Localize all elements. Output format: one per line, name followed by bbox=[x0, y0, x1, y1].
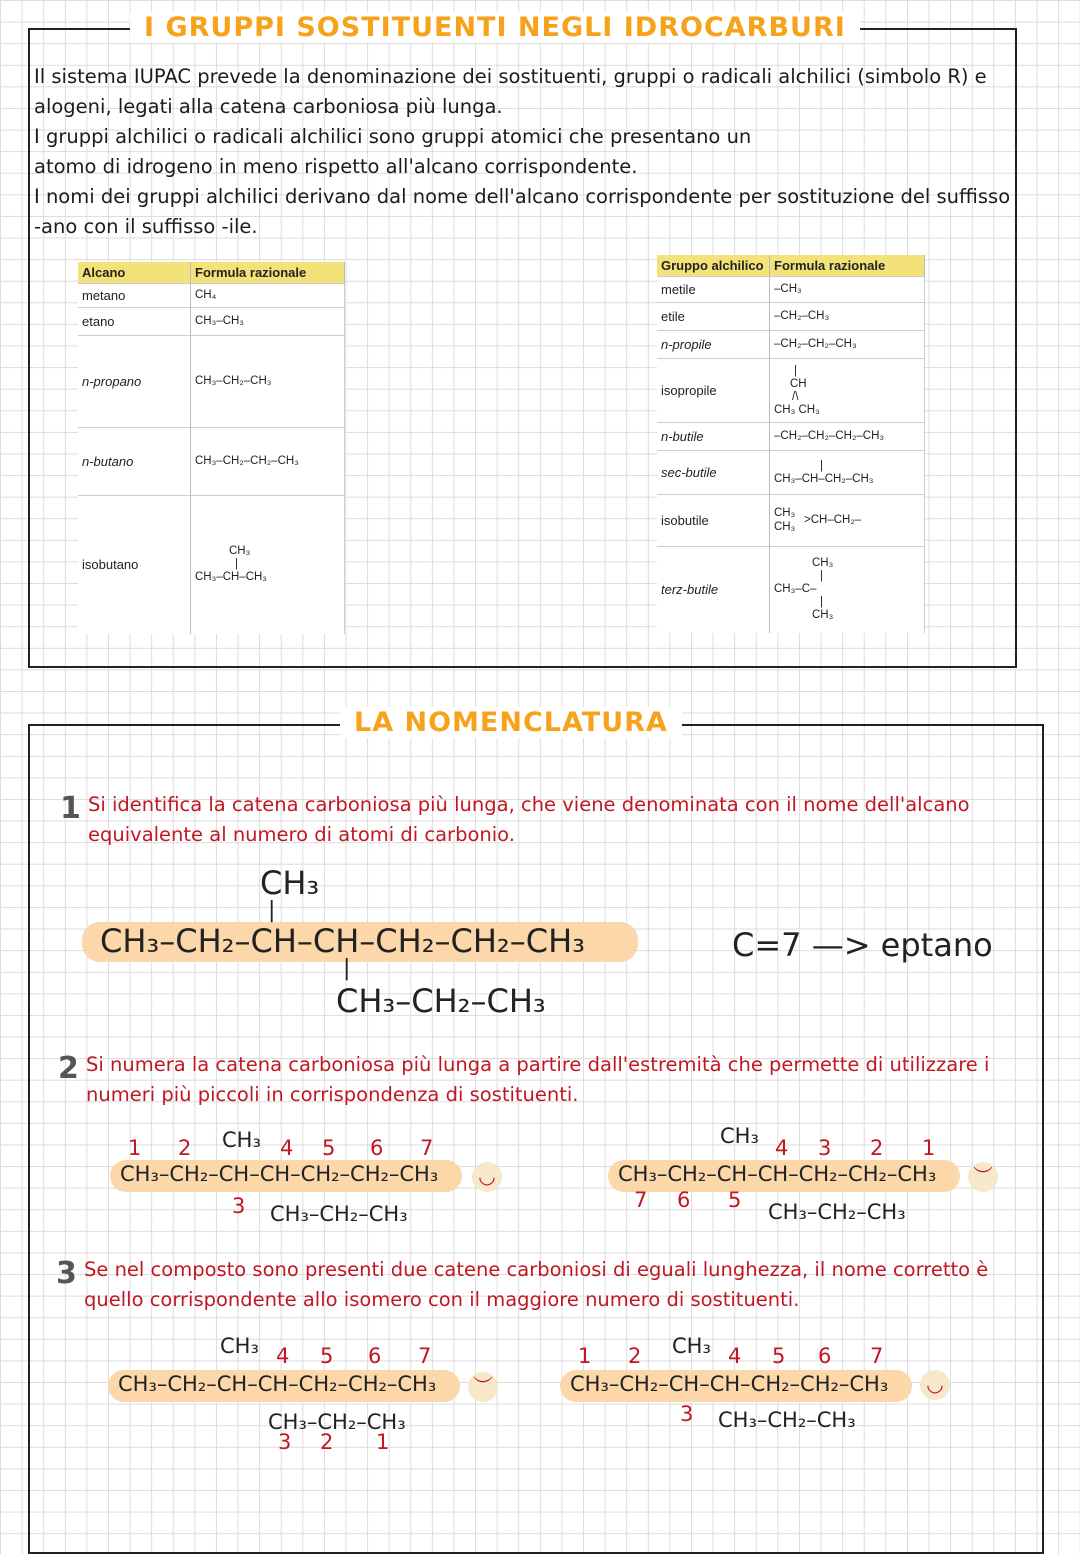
step-text: Si identifica la catena carboniosa più lunga, che viene denominata con il nome dell'alcano equivalente al numero di atomi di carbonio. bbox=[88, 793, 970, 846]
table-cell: –CH₃ bbox=[770, 277, 925, 303]
table-cell: n-propano bbox=[78, 336, 191, 428]
table-cell: CH₄ bbox=[191, 284, 345, 308]
tert-butyl-top: CH₃ bbox=[812, 557, 834, 570]
happy-face-icon: ◡ bbox=[472, 1162, 502, 1192]
table-cell: | CH /\ CH₃ CH₃ bbox=[770, 359, 925, 423]
table-cell: n-butile bbox=[657, 423, 770, 451]
main-chain: CH₃–CH₂–CH–CH–CH₂–CH₂–CH₃ bbox=[618, 1162, 937, 1186]
table-row bbox=[657, 495, 925, 547]
step-1 bbox=[60, 790, 988, 850]
table-cell: n-propile bbox=[657, 331, 770, 359]
branch-top: CH₃ bbox=[720, 1124, 759, 1148]
alkanes-table bbox=[78, 262, 345, 634]
table-cell: metile bbox=[657, 277, 770, 303]
table-cell: | CH₃–CH–CH₂–CH₃ bbox=[770, 451, 925, 495]
step-number: 1 bbox=[60, 791, 81, 826]
carbon-number: 2 bbox=[628, 1344, 642, 1368]
branch-top: CH₃ bbox=[222, 1128, 261, 1152]
intro-text bbox=[34, 62, 1014, 242]
carbon-number: 5 bbox=[320, 1344, 334, 1368]
table-cell: terz-butile bbox=[657, 547, 770, 633]
carbon-number: 3 bbox=[818, 1136, 832, 1160]
section-title-substituents: I GRUPPI SOSTITUENTI NEGLI IDROCARBURI bbox=[130, 12, 860, 43]
carbon-number: 2 bbox=[870, 1136, 884, 1160]
table-cell: etano bbox=[78, 308, 191, 336]
carbon-number: 6 bbox=[368, 1344, 382, 1368]
carbon-number: 1 bbox=[128, 1136, 142, 1160]
branch-top: CH₃ bbox=[672, 1334, 711, 1358]
table-row bbox=[78, 336, 345, 428]
table-cell: –CH₂–CH₃ bbox=[770, 303, 925, 331]
table-row bbox=[657, 277, 925, 303]
table-row bbox=[657, 331, 925, 359]
carbon-number: 6 bbox=[677, 1188, 691, 1212]
intro-paragraph: Il sistema IUPAC prevede la denominazione dei sostituenti, gruppi o radicali alchilici (simbolo R) e alogeni, legati alla catena carboniosa più lunga. bbox=[34, 65, 987, 118]
table-cell: isobutile bbox=[657, 495, 770, 547]
table-cell: metano bbox=[78, 284, 191, 308]
intro-paragraph: I nomi dei gruppi alchilici derivano dal nome dell'alcano corrispondente per sostituzione del suffisso -ano con il suffisso -ile. bbox=[34, 185, 1011, 238]
main-chain: CH₃–CH₂–CH–CH–CH₂–CH₂–CH₃ bbox=[120, 1162, 439, 1186]
carbon-number: 2 bbox=[178, 1136, 192, 1160]
table-row bbox=[657, 359, 925, 423]
table-row bbox=[657, 451, 925, 495]
step-2 bbox=[58, 1050, 1006, 1110]
table-cell: isobutano bbox=[78, 496, 191, 634]
table-row bbox=[78, 284, 345, 308]
step-text: Si numera la catena carboniosa più lunga a partire dall'estremità che permette di utilizzare i numeri più piccoli in corrispondenza di sostituenti. bbox=[86, 1053, 990, 1106]
table-cell: CH₃–CH₂–CH₂–CH₃ bbox=[191, 428, 345, 496]
sad-face-icon: ︶ bbox=[468, 1372, 498, 1402]
table-header: Gruppo alchilico bbox=[657, 255, 770, 277]
table-cell: CH₃ | CH₃–CH–CH₃ bbox=[191, 496, 345, 634]
carbon-number: 1 bbox=[578, 1344, 592, 1368]
table-row bbox=[78, 308, 345, 336]
branch-top: CH₃ bbox=[220, 1334, 259, 1358]
main-chain: CH₃–CH₂–CH–CH–CH₂–CH₂–CH₃ bbox=[118, 1372, 437, 1396]
table-cell: –CH₂–CH₂–CH₃ bbox=[770, 331, 925, 359]
main-chain: CH₃–CH₂–CH–CH–CH₂–CH₂–CH₃ bbox=[100, 922, 585, 960]
table-cell: etile bbox=[657, 303, 770, 331]
carbon-number: 4 bbox=[775, 1136, 789, 1160]
carbon-number: 3 bbox=[680, 1402, 694, 1426]
table-header: Formula razionale bbox=[770, 255, 925, 277]
table-row bbox=[78, 428, 345, 496]
carbon-number: 2 bbox=[320, 1430, 334, 1454]
carbon-number: 7 bbox=[634, 1188, 648, 1212]
happy-face-icon: ◡ bbox=[920, 1370, 950, 1400]
branch-bottom: CH₃–CH₂–CH₃ bbox=[718, 1408, 856, 1432]
main-chain: CH₃–CH₂–CH–CH–CH₂–CH₂–CH₃ bbox=[570, 1372, 889, 1396]
carbon-number: 6 bbox=[370, 1136, 384, 1160]
branch-bottom: CH₃–CH₂–CH₃ bbox=[268, 1410, 406, 1434]
step-3 bbox=[56, 1255, 1004, 1315]
sec-butyl-formula: CH₃–CH–CH₂–CH₃ bbox=[774, 472, 874, 485]
step-number: 2 bbox=[58, 1051, 79, 1086]
isobutane-formula: CH₃–CH–CH₃ bbox=[195, 571, 267, 584]
carbon-number: 7 bbox=[870, 1344, 884, 1368]
alkyl-groups-table bbox=[657, 255, 925, 633]
carbon-number: 7 bbox=[420, 1136, 434, 1160]
table-header: Alcano bbox=[78, 262, 191, 284]
carbon-number: 4 bbox=[280, 1136, 294, 1160]
carbon-number: 4 bbox=[276, 1344, 290, 1368]
table-cell: CH₃–CH₂–CH₃ bbox=[191, 336, 345, 428]
step-number: 3 bbox=[56, 1256, 77, 1291]
table-cell: n-butano bbox=[78, 428, 191, 496]
result-eptano: C=7 —> eptano bbox=[732, 926, 993, 964]
branch-top: CH₃ bbox=[260, 864, 320, 902]
carbon-number: 5 bbox=[728, 1188, 742, 1212]
intro-paragraph: I gruppi alchilici o radicali alchilici sono gruppi atomici che presentano un atomo di idrogeno in meno rispetto all'alcano corrispondente. bbox=[34, 125, 752, 178]
table-row bbox=[657, 547, 925, 633]
sad-face-icon: ︶ bbox=[968, 1162, 998, 1192]
tert-butyl-bottom: CH₃ bbox=[812, 609, 834, 622]
table-cell: CH₃–CH₃ bbox=[191, 308, 345, 336]
tert-butyl-formula: CH₃–C– bbox=[774, 583, 817, 596]
table-cell bbox=[770, 495, 925, 547]
table-row bbox=[78, 496, 345, 634]
table-row bbox=[657, 423, 925, 451]
table-cell: sec-butile bbox=[657, 451, 770, 495]
carbon-number: 4 bbox=[728, 1344, 742, 1368]
carbon-number: 1 bbox=[376, 1430, 390, 1454]
branch-bottom: CH₃–CH₂–CH₃ bbox=[336, 982, 546, 1020]
carbon-number: 3 bbox=[232, 1194, 246, 1218]
table-cell: –CH₂–CH₂–CH₂–CH₃ bbox=[770, 423, 925, 451]
carbon-number: 1 bbox=[922, 1136, 936, 1160]
branch-bottom: CH₃–CH₂–CH₃ bbox=[270, 1202, 408, 1226]
isopropyl-ch3: CH₃ CH₃ bbox=[774, 403, 820, 416]
carbon-number: 5 bbox=[772, 1344, 786, 1368]
isobutyl-top: CH₃ bbox=[774, 507, 796, 519]
isobutyl-bottom: CH₃ bbox=[774, 521, 796, 533]
step-text: Se nel composto sono presenti due catene carboniosi di eguali lunghezza, il nome corretto è quello corrispondente allo isomero con il maggiore numero di sostituenti. bbox=[84, 1258, 989, 1311]
section-title-nomenclature: LA NOMENCLATURA bbox=[340, 707, 682, 738]
table-header: Formula razionale bbox=[191, 262, 345, 284]
table-cell: isopropile bbox=[657, 359, 770, 423]
carbon-number: 7 bbox=[418, 1344, 432, 1368]
branch-bottom: CH₃–CH₂–CH₃ bbox=[768, 1200, 906, 1224]
isobutyl-formula: >CH–CH₂– bbox=[804, 514, 862, 526]
table-cell: CH₃ | CH₃–C– | CH₃ bbox=[770, 547, 925, 633]
isobutane-branch: CH₃ bbox=[229, 545, 251, 558]
carbon-number: 5 bbox=[322, 1136, 336, 1160]
carbon-number: 6 bbox=[818, 1344, 832, 1368]
table-row bbox=[657, 303, 925, 331]
carbon-number: 3 bbox=[278, 1430, 292, 1454]
isopropyl-ch: CH bbox=[790, 377, 807, 390]
